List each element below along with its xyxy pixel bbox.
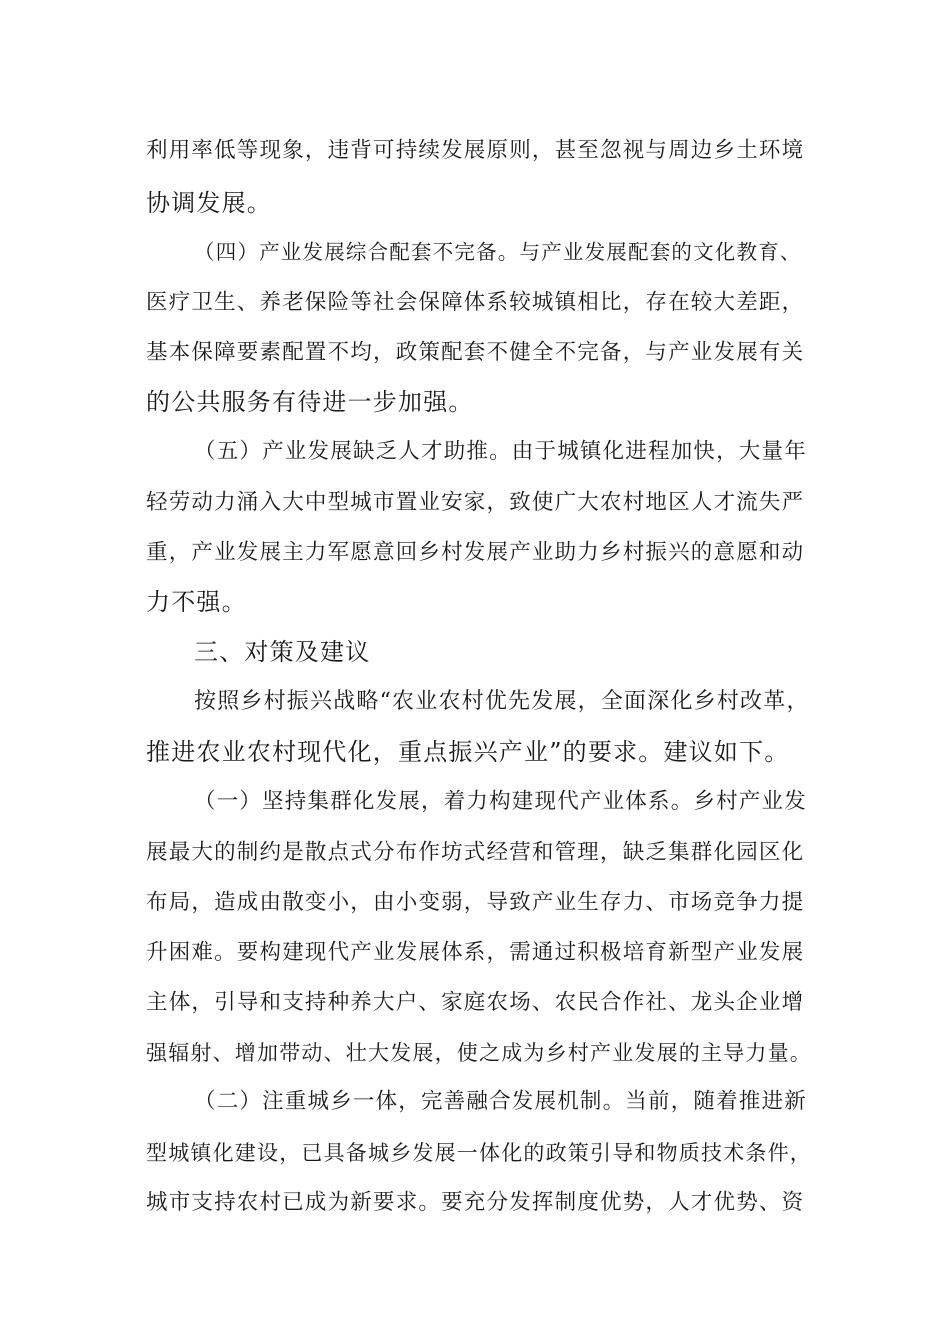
text-line: 基本保障要素配置不均，政策配套不健全不完备，与产业发展有关 <box>146 340 805 365</box>
text-line: 推进农业农村现代化，重点振兴产业”的要求。建议如下。 <box>146 738 790 766</box>
text-line: 力不强。 <box>146 588 247 616</box>
paragraph-heading-4: （四）产业发展综合配套不完备。与产业发展配套的文化教育、 <box>194 240 802 264</box>
text-line: 协调发展。 <box>146 189 272 217</box>
text-line: 展最大的制约是散点式分布作坊式经营和管理，缺乏集群化园区化 <box>146 840 805 865</box>
text-line: 重，产业发展主力军愿意回乡村发展产业助力乡村振兴的意愿和动 <box>146 540 805 565</box>
text-line: 布局，造成由散变小，由小变弱，导致产业生存力、市场竞争力提 <box>146 890 805 915</box>
section-heading: 三、对策及建议 <box>194 638 371 666</box>
paragraph-heading-5: （五）产业发展缺乏人才助推。由于城镇化进程加快，大量年 <box>194 439 807 464</box>
text-line: 利用率低等现象，违背可持续发展原则，甚至忽视与周边乡土环境 <box>146 138 805 163</box>
text-line: 医疗卫生、养老保险等社会保障体系较城镇相比，存在较大差距， <box>146 290 805 315</box>
text-line: 升困难。要构建现代产业发展体系，需通过积极培育新型产业发展 <box>146 940 805 965</box>
text-line: 的公共服务有待进一步加强。 <box>146 388 474 416</box>
text-line: 强辐射、增加带动、壮大发展，使之成为乡村产业发展的主导力量。 <box>146 1041 812 1065</box>
text-line: 型城镇化建设，已具备城乡发展一体化的政策引导和物质技术条件， <box>146 1141 812 1165</box>
paragraph-heading-1: （一）坚持集群化发展，着力构建现代产业体系。乡村产业发 <box>194 789 807 814</box>
text-line: 主体，引导和支持种养大户、家庭农场、农民合作社、龙头企业增 <box>146 990 805 1015</box>
text-line: 按照乡村振兴战略“农业农村优先发展，全面深化乡村改革， <box>194 689 810 714</box>
text-line: 城市支持农村已成为新要求。要充分发挥制度优势，人才优势、资 <box>146 1190 805 1215</box>
paragraph-heading-2: （二）注重城乡一体，完善融合发展机制。当前，随着推进新 <box>194 1089 807 1114</box>
text-line: 轻劳动力涌入大中型城市置业安家，致使广大农村地区人才流失严 <box>146 490 805 515</box>
